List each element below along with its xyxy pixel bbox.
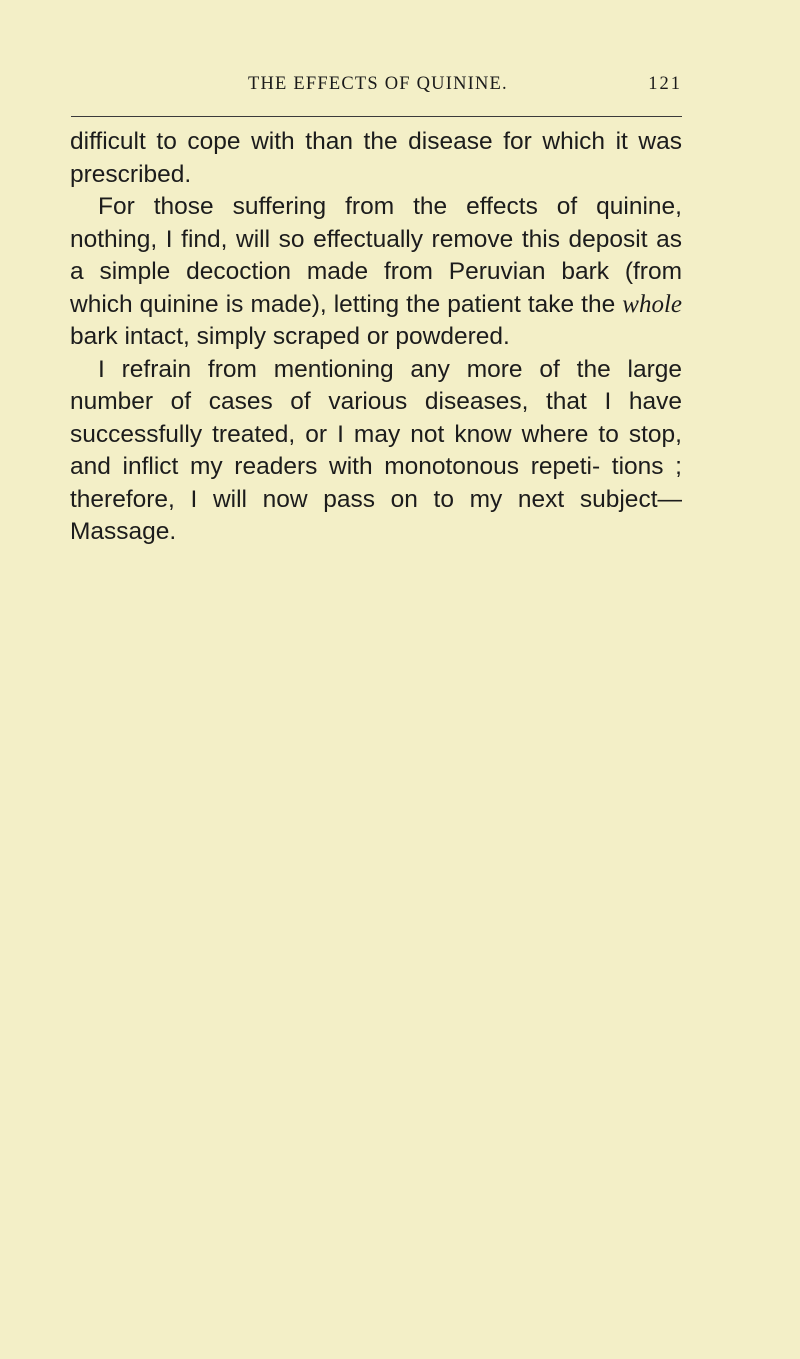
paragraph-closing: I refrain from mentioning any more of the large number of cases of various diseases, that I have successfully treated, or I may not know where to stop, and inflict my readers with monotonous repeti- tions ; therefore, I will now pass on to my next subject—Massage. (70, 355, 682, 545)
paragraph-continuation: difficult to cope with than the disease for which it was prescribed. (70, 128, 682, 188)
paragraph-text-after: bark intact, simply scraped or powdered. (70, 323, 510, 350)
paragraph-text-before: For those suffering from the effects of quinine, nothing, I find, will so effectually remove this deposit as a simple decoction made from Peruvian bark (from which quinine is made), letting the patient take the (70, 193, 682, 318)
page-number: 121 (648, 74, 682, 94)
header-rule (71, 116, 682, 117)
body-text (70, 126, 682, 549)
running-head (70, 74, 682, 100)
emphasized-word: whole (622, 290, 682, 318)
paragraph-peruvian-bark (70, 191, 682, 354)
running-title: THE EFFECTS OF QUININE. (248, 74, 508, 94)
